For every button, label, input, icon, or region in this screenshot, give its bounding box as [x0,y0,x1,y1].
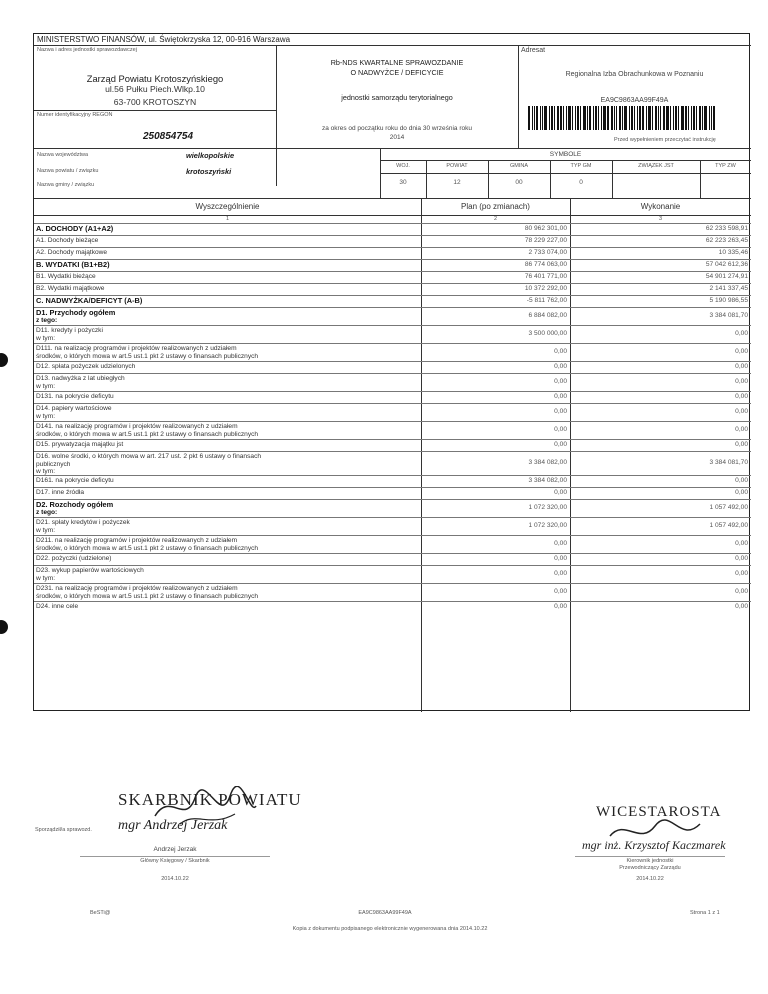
barcode-bar [629,106,630,130]
period-year: 2014 [389,134,405,141]
row-label [36,345,258,360]
signature-left-text: mgr Andrzej Jerzak [118,818,228,833]
barcode-bar [702,106,703,130]
symbol-header: TYP ZW [715,163,736,169]
ministry-line: MINISTERSTWO FINANSÓW, ul. Świętokrzyska 12, 00-916 Warszawa [37,35,291,44]
execution-value: 0,00 [735,555,748,562]
barcode-bar [595,106,597,130]
execution-value: 0,00 [735,330,748,337]
row-label [36,327,103,342]
row-label [36,363,135,371]
row-label-line: B1. Wydatki bieżące [36,273,96,280]
execution-value: 3 384 081,70 [709,312,748,319]
barcode-bar [598,106,599,130]
plan-value: 0,00 [554,393,567,400]
row-label-subline: w tym: [36,334,56,342]
symbol-value: 30 [399,179,407,186]
plan-value: 0,00 [554,378,567,385]
right-signer-role: Kierownik jednostki [626,858,674,864]
barcode-bar [540,106,541,130]
left-signer-name: Andrzej Jerzak [153,846,197,853]
report-code: Rb-NDS KWARTALNE SPRAWOZDANIE [330,58,464,67]
row-label-line: D2. Rozchody ogółem [36,500,114,509]
row-label-line: D141. na realizację programów i projektów realizowanych z udziałem [36,423,238,430]
execution-value: 0,00 [735,570,748,577]
barcode-bar [658,106,659,130]
row-label-line: D22. pożyczki (udzielone) [36,555,112,562]
barcode-bar [624,106,627,130]
row-label-subline: środków, o których mowa w art.5 ust.1 pkt 2 ustawy o finansach publicznych [36,544,259,552]
row-label-line: D15. prywatyzacja majątku jst [36,441,124,448]
column-number-1: 1 [225,216,230,222]
row-label-line: D24. inne cele [36,603,79,610]
barcode-bar [616,106,617,130]
row-label-line: D13. nadwyżka z lat ubiegłych [36,375,125,382]
voivodeship-caption: Nazwa województwa [37,152,89,158]
symbol-header: POWIAT [446,163,468,169]
barcode-bar [634,106,635,130]
row-label [36,405,112,420]
execution-value: 54 901 274,91 [705,273,748,280]
barcode-bar [603,106,606,130]
barcode-bar [532,106,533,130]
barcode-bar [589,106,591,130]
barcode-bar [688,106,689,130]
row-label-subline: z tego: [36,316,58,324]
column-execution-header: Wykonanie [640,202,681,211]
execution-value: 0,00 [735,603,748,610]
row-label [36,441,123,449]
instruction-note: Przed wypełnieniem przeczytać instrukcję [614,137,716,143]
barcode-bar [577,106,579,130]
plan-value: 0,00 [554,588,567,595]
execution-value: 0,00 [735,426,748,433]
barcode-bar [563,106,564,130]
plan-value: 0,00 [554,540,567,547]
row-label-line: D111. na realizację programów i projektów realizowanych z udziałem [36,345,237,352]
bottom-document-id: EA9C9863AA99F49A [358,910,412,916]
barcode-bar [622,106,623,130]
plan-value: 0,00 [554,555,567,562]
symbol-value: 0 [579,179,583,186]
plan-value: 86 774 063,00 [524,261,567,268]
report-subtitle: jednostki samorządu terytorialnego [341,93,453,102]
barcode-bar [699,106,701,130]
row-label-line: A1. Dochody bieżące [36,237,99,244]
plan-value: 3 500 000,00 [528,330,567,337]
row-label-subline: środków, o których mowa w art.5 ust.1 pkt 2 ustawy o finansach publicznych [36,592,259,600]
unit-name-caption: Nazwa i adres jednostki sprawozdawczej [37,47,137,53]
addressee-name: Regionalna Izba Obrachunkowa w Poznaniu [565,71,704,78]
right-signer-date: 2014.10.22 [636,876,664,882]
row-label-line: A2. Dochody majątkowe [36,249,108,256]
row-label [36,237,98,245]
row-label-subline: w tym: [36,382,56,390]
execution-value: 5 190 986,55 [709,297,748,304]
barcode-bar [663,106,665,130]
row-label [36,519,130,534]
barcode-bar [631,106,633,130]
row-label [36,603,78,611]
barcode-bar [580,106,581,130]
symbol-header: WOJ. [396,163,410,169]
row-label [36,297,142,305]
plan-value: 2 733 074,00 [528,249,567,256]
row-label [36,489,84,497]
row-label [36,249,107,257]
row-label [36,261,110,269]
row-label-subline: środków, o których mowa w art.5 ust.1 pkt 2 ustawy o finansach publicznych [36,352,259,360]
row-label-subline: w tym: [36,412,56,420]
execution-value: 0,00 [735,348,748,355]
row-label [36,555,112,563]
symbol-header: GMINA [509,163,529,169]
row-label-line: D131. na pokrycie deficytu [36,393,114,400]
barcode-bar [652,106,653,130]
column-description-header: Wyszczególnienie [195,202,260,211]
plan-value: 0,00 [554,570,567,577]
row-label-subline: w tym: [36,574,56,582]
plan-value: 0,00 [554,603,567,610]
execution-value: 0,00 [735,363,748,370]
row-label [36,225,113,233]
column-plan-header: Plan (po zmianach) [461,202,530,211]
row-label [36,393,114,401]
row-label-line: A. DOCHODY (A1+A2) [36,224,114,233]
barcode-bar [646,106,647,130]
software-name: BeSTi@ [90,910,111,916]
plan-value: 1 072 320,00 [528,504,567,511]
row-label [36,309,115,324]
barcode [528,106,742,130]
barcode-bar [551,106,553,130]
symbol-value: 12 [453,179,461,186]
barcode-bar [607,106,609,130]
execution-value: 10 335,46 [718,249,748,256]
report-title: O NADWYŻCE / DEFICYCIE [350,68,444,77]
row-label [36,453,261,476]
row-label [36,537,258,552]
execution-value: 62 223 263,45 [705,237,748,244]
regon-value: 250854754 [143,131,194,142]
row-label-line: D231. na realizację programów i projektów realizowanych z udziałem [36,585,238,592]
barcode-bar [670,106,671,130]
row-label [36,273,96,281]
barcode-bar [619,106,621,130]
plan-value: 80 962 301,00 [524,225,567,232]
plan-value: -5 811 762,00 [526,297,567,304]
barcode-bar [583,106,586,130]
stamp-left: SKARBNIK POWIATU [118,790,302,809]
row-label [36,477,114,485]
row-label-line: D1. Przychody ogółem [36,308,116,317]
plan-value: 3 384 082,00 [528,477,567,484]
execution-value: 1 057 492,00 [709,504,748,511]
plan-value: 76 401 771,00 [524,273,567,280]
barcode-bar [601,106,602,130]
barcode-bar [544,106,547,130]
row-label-line: B. WYDATKI (B1+B2) [36,260,110,269]
barcode-bar [557,106,559,130]
row-label-subline: w tym: [36,468,56,476]
execution-value: 3 384 081,70 [709,459,748,466]
execution-value: 0,00 [735,441,748,448]
punch-hole [0,353,8,367]
regon-caption: Numer identyfikacyjny REGON [37,112,113,118]
barcode-bar [528,106,530,130]
row-label-line: D23. wykup papierów wartościowych [36,567,144,574]
barcode-bar [681,106,684,130]
barcode-bar [554,106,555,130]
barcode-bar [572,106,573,130]
barcode-bar [696,106,697,130]
symbol-header: ZWIĄZEK JST [638,163,674,169]
barcode-bar [660,106,661,130]
barcode-bar [666,106,669,130]
voivodeship-value: wielkopolskie [186,151,235,160]
barcode-bar [691,106,692,130]
row-label [36,585,258,600]
left-signer-date: 2014.10.22 [161,876,189,882]
barcode-bar [611,106,613,130]
row-label-line: D17. inne źródła [36,489,85,496]
plan-value: 0,00 [554,441,567,448]
row-label [36,423,258,438]
plan-value: 6 884 082,00 [528,312,567,319]
row-label-line: D21. spłaty kredytów i pożyczek [36,519,130,526]
row-label-line: D211. na realizację programów i projektów realizowanych z udziałem [36,537,238,544]
barcode-bar [536,106,538,130]
barcode-bar [639,106,641,130]
stamp-right: WICESTAROSTA [596,804,722,820]
period-line: za okres od początku roku do dnia 30 września roku [322,125,472,132]
plan-value: 0,00 [554,408,567,415]
county-caption: Nazwa powiatu / związku [37,168,99,174]
row-label-subline: z tego: [36,508,58,516]
barcode-bar [637,106,638,130]
barcode-bar [587,106,588,130]
execution-value: 62 233 598,91 [705,225,748,232]
row-label [36,285,104,293]
plan-value: 0,00 [554,489,567,496]
barcode-bar [542,106,543,130]
plan-value: 1 072 320,00 [528,522,567,529]
column-number-2: 2 [493,216,498,222]
barcode-bar [693,106,695,130]
plan-value: 0,00 [554,348,567,355]
commune-caption: Nazwa gminy / związku [37,182,95,188]
symbol-header: TYP GM [570,163,592,169]
document-id: EA9C9863AA99F49A [600,97,669,104]
plan-value: 78 229 227,00 [524,237,567,244]
unit-city: 63-700 KROTOSZYN [113,97,197,107]
barcode-bar [713,106,715,130]
row-label-line: B2. Wydatki majątkowe [36,285,105,292]
barcode-bar [711,106,712,130]
execution-value: 0,00 [735,540,748,547]
row-label [36,501,113,516]
barcode-bar [560,106,562,130]
barcode-bar [709,106,710,130]
execution-value: 0,00 [735,393,748,400]
right-signer-role-2: Przewodniczący Zarządu [619,865,681,871]
row-label-line: D11. kredyty i pożyczki [36,327,103,334]
plan-value: 3 384 082,00 [528,459,567,466]
unit-address: ul.56 Pułku Piech.Wlkp.10 [105,84,205,94]
row-label-line: D12. spłata pożyczek udzielonych [36,363,136,370]
row-label-line: D161. na pokrycie deficytu [36,477,114,484]
county-value: krotoszyński [186,167,232,176]
execution-value: 0,00 [735,588,748,595]
row-label [36,567,144,582]
barcode-bar [549,106,550,130]
row-label-subline: w tym: [36,526,56,534]
page-indicator: Strona 1 z 1 [690,910,720,916]
row-label-subline: środków, o których mowa w art.5 ust.1 pkt 2 ustawy o finansach publicznych [36,430,259,438]
symbol-value: 00 [515,179,523,186]
execution-value: 2 141 337,45 [709,285,748,292]
barcode-bar [685,106,687,130]
barcode-bar [678,106,679,130]
signature-right-text: mgr inż. Krzysztof Kaczmarek [582,838,726,852]
barcode-bar [673,106,674,130]
execution-value: 0,00 [735,378,748,385]
row-label-line: D16. wolne środki, o których mowa w art. 217 ust. 2 pkt 6 ustawy o finansach [36,453,262,460]
plan-value: 0,00 [554,426,567,433]
barcode-bar [704,106,707,130]
plan-value: 10 372 292,00 [524,285,567,292]
addressee-caption: Adresat [521,47,546,54]
barcode-bar [642,106,644,130]
prepared-caption: Sporządził/a sprawozd. [35,827,92,833]
unit-name: Zarząd Powiatu Krotoszyńskiego [86,73,224,84]
symbols-caption: SYMBOLE [549,151,582,158]
execution-value: 0,00 [735,477,748,484]
punch-hole [0,620,8,634]
barcode-bar [575,106,576,130]
barcode-bar [593,106,594,130]
row-label-line: D14. papiery wartościowe [36,405,112,412]
plan-value: 0,00 [554,363,567,370]
barcode-bar [648,106,651,130]
execution-value: 57 042 612,36 [705,261,748,268]
execution-value: 0,00 [735,408,748,415]
row-label-line: C. NADWYŻKA/DEFICYT (A-B) [36,296,143,305]
row-label [36,375,125,390]
execution-value: 0,00 [735,489,748,496]
barcode-bar [614,106,615,130]
row-label-subline: publicznych [36,460,71,468]
barcode-bar [655,106,657,130]
report-form [33,33,750,711]
barcode-bar [566,106,567,130]
barcode-bar [534,106,535,130]
barcode-bar [675,106,677,130]
column-number-3: 3 [658,216,663,222]
execution-value: 1 057 492,00 [709,522,748,529]
barcode-bar [568,106,571,130]
left-signer-role: Główny Księgowy / Skarbnik [140,858,210,864]
electronic-copy-note: Kopia z dokumentu podpisanego elektronicznie wygenerowana dnia 2014.10.22 [292,926,488,932]
